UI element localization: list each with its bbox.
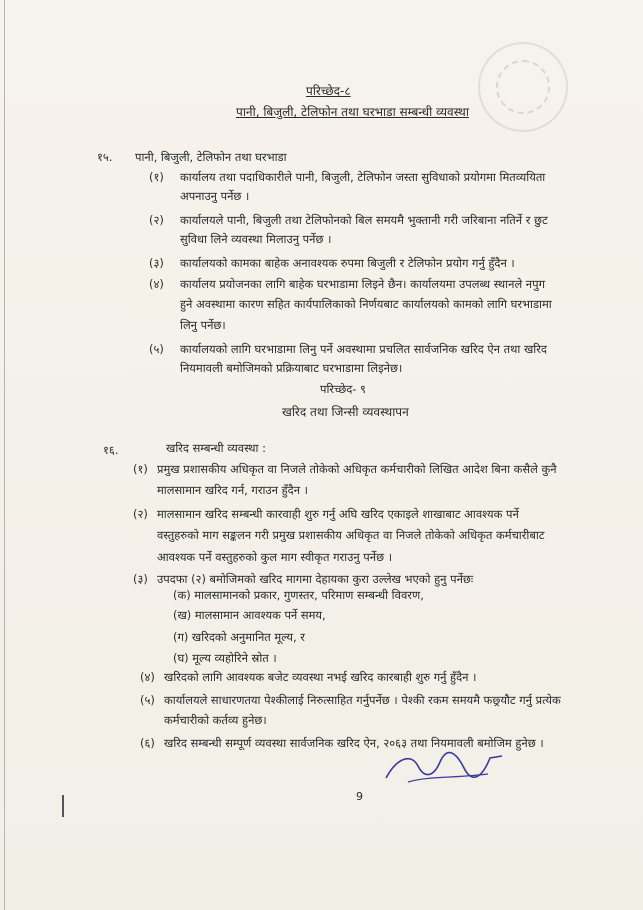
- office-seal-stamp: [478, 42, 568, 132]
- s16-item-3-line-1: उपदफा (२) बमोजिमको खरिद मागमा देहायका कुरा उल्लेख भएको हुनु पर्नेछः: [157, 572, 474, 586]
- s16-item-5-line-1: कार्यालयले साधारणतया पेश्कीलाई निरुत्साहित गर्नुपर्नेछ । पेश्की रकम समयमै फछ्र्यौट गर्नु प्रत्येक: [164, 693, 561, 707]
- s15-item-2-num: (२): [149, 213, 164, 227]
- section-15-number: १५.: [97, 150, 113, 164]
- s15-item-1-line-1: कार्यालय तथा पदाधिकारीले पानी, बिजुली, टेलिफोन जस्ता सुविधाको प्रयोगमा मितव्ययिता: [180, 170, 546, 184]
- s15-item-5-num: (५): [149, 342, 164, 356]
- s16-subitem-ga: (ग) खरिदको अनुमानित मूल्य, र: [173, 630, 305, 644]
- s16-item-2-line-3: आवश्यक पर्ने वस्तुहरुको कुल माग स्वीकृत गराउनु पर्नेछ ।: [157, 550, 393, 564]
- s16-subitem-gha: (घ) मूल्य व्यहोरिने स्रोत ।: [173, 651, 277, 665]
- s15-item-2-line-2: सुविधा लिने व्यवस्था मिलाउनु पर्नेछ ।: [180, 232, 332, 246]
- s16-item-5-num: (५): [140, 693, 155, 707]
- s16-subitem-ka: (क) मालसामानको प्रकार, गुणस्तर, परिमाण सम्बन्धी विवरण,: [173, 588, 424, 602]
- s15-item-4-line-1: कार्यालय प्रयोजनका लागि बाहेक घरभाडामा लिइने छैन। कार्यालयमा उपलब्ध स्थानले नपुग: [180, 277, 545, 291]
- chapter-9-heading: परिच्छेद- ९: [320, 382, 366, 396]
- s16-item-4-num: (४): [140, 670, 155, 684]
- s15-item-1-num: (१): [149, 170, 164, 184]
- s15-item-1-line-2: अपनाउनु पर्नेछ ।: [180, 189, 250, 203]
- s16-item-1-num: (१): [133, 462, 148, 476]
- s16-item-6-num: (६): [140, 736, 155, 750]
- s15-item-3-line-1: कार्यालयको कामका बाहेक अनावश्यक रुपमा बिजुली र टेलिफोन प्रयोग गर्नु हुँदैन ।: [180, 256, 515, 270]
- section-15-title: पानी, बिजुली, टेलिफोन तथा घरभाडा: [135, 150, 287, 164]
- s15-item-4-line-3: लिनु पर्नेछ।: [180, 318, 226, 332]
- s16-item-1-line-1: प्रमुख प्रशासकीय अधिकृत वा निजले तोकेको अधिकृत कर्मचारीको लिखित आदेश बिना कसैले कुनै: [157, 462, 557, 476]
- s16-item-6-line-1: खरिद सम्बन्धी सम्पूर्ण व्यवस्था सार्वजनिक खरिद ऐन, २०६३ तथा नियमावली बमोजिम हुनेछ ।: [164, 736, 544, 750]
- s16-subitem-kha: (ख) मालसामान आवश्यक पर्ने समय,: [173, 608, 326, 622]
- section-16-title: खरिद सम्बन्धी व्यवस्था :: [166, 441, 266, 455]
- s16-item-4-line-1: खरिदको लागि आवश्यक बजेट व्यवस्था नभई खरिद कारबाही शुरु गर्नु हुँदैन ।: [164, 670, 477, 684]
- scan-edge-line: [4, 0, 5, 910]
- s16-item-2-num: (२): [133, 507, 148, 521]
- s16-item-5-line-2: कर्मचारीको कर्तव्य हुनेछ।: [164, 713, 267, 727]
- s16-item-3-num: (३): [133, 572, 148, 586]
- s16-item-2-line-2: वस्तुहरुको माग सङ्कलन गरी प्रमुख प्रशासकीय अधिकृत वा निजले तोकेको अधिकृत कर्मचारीबाट: [157, 528, 545, 542]
- margin-mark: [62, 795, 64, 817]
- s15-item-5-line-2: नियमावली बमोजिमको प्रक्रियाबाट घरभाडामा लिइनेछ।: [180, 361, 403, 375]
- s15-item-4-num: (४): [149, 277, 164, 291]
- chapter-9-title: खरिद तथा जिन्सी व्यवस्थापन: [282, 405, 409, 419]
- s15-item-4-line-2: हुने अवस्थामा कारण सहित कार्यपालिकाको निर्णयबाट कार्यालयको कामको लागि घरभाडामा: [180, 297, 552, 311]
- signature-image: [378, 748, 518, 788]
- s16-item-2-line-1: मालसामान खरिद सम्बन्धी कारवाही शुरु गर्नु अघि खरिद एकाइले शाखाबाट आवश्यक पर्ने: [157, 507, 519, 521]
- section-16-number: १६.: [103, 443, 119, 457]
- s16-item-1-line-2: मालसामान खरिद गर्न, गराउन हुँदैन ।: [157, 483, 308, 497]
- s15-item-3-num: (३): [149, 256, 164, 270]
- page-number: 9: [356, 790, 363, 803]
- chapter-8-title: पानी, बिजुली, टेलिफोन तथा घरभाडा सम्बन्धी व्यवस्था: [236, 105, 469, 119]
- s15-item-5-line-1: कार्यालयको लागि घरभाडामा लिनु पर्ने अवस्थामा प्रचलित सार्वजनिक खरिद ऐन तथा खरिद: [180, 342, 547, 356]
- chapter-8-heading: परिच्छेद-८: [306, 84, 351, 98]
- s15-item-2-line-1: कार्यालयले पानी, बिजुली तथा टेलिफोनको बिल समयमै भुक्तानी गरी जरिबाना नतिर्ने र छुट: [180, 213, 548, 227]
